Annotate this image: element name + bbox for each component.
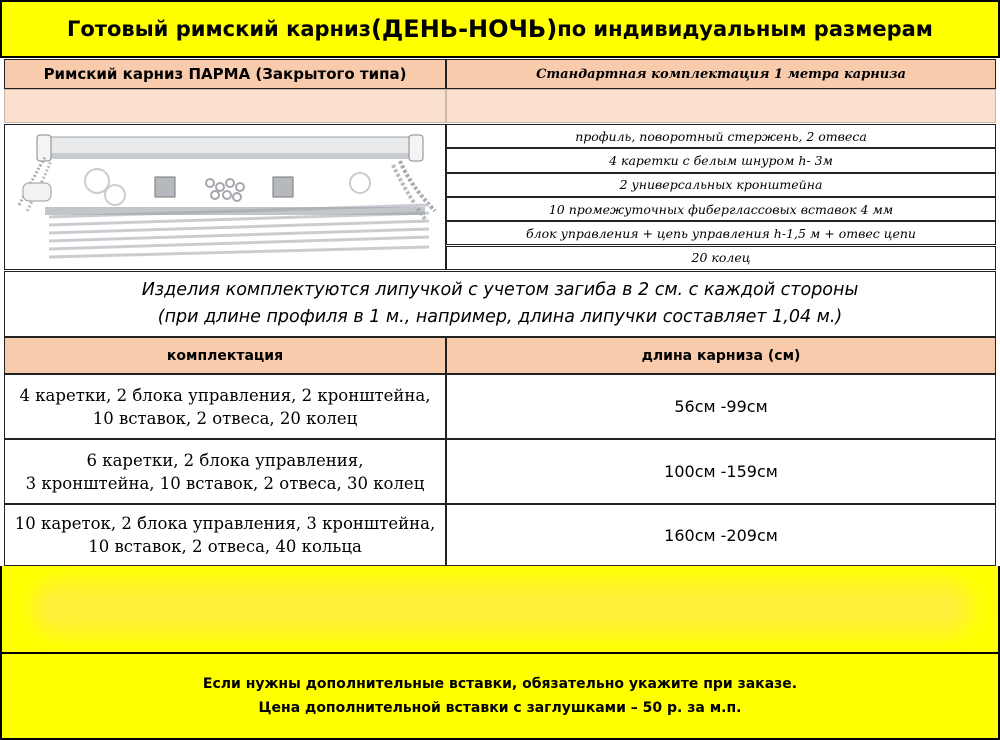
blurred-text-area (32, 582, 972, 634)
table-header-length: длина карниза (см) (446, 337, 996, 374)
page-title (0, 0, 1000, 58)
kit-line-1: 10 кареток, 2 блока управления, 3 кронштейна, (14, 514, 436, 533)
blurred-band (0, 566, 1000, 652)
blank-cell-right (446, 89, 996, 123)
table-header-kit: комплектация (4, 337, 446, 374)
spec-item: 4 каретки с белым шнуром h- 3м (446, 148, 996, 172)
kit-line-2: 10 вставок, 2 отвеса, 40 кольца (88, 537, 362, 556)
velcro-note (4, 271, 996, 337)
spec-item: профиль, поворотный стержень, 2 отвеса (446, 124, 996, 148)
table-row-kit (4, 504, 446, 566)
footer-notice (0, 652, 1000, 740)
product-name-header: Римский карниз ПАРМА (Закрытого типа) (4, 59, 446, 89)
spec-item: 20 колец (446, 246, 996, 270)
table-row-length: 100см -159см (446, 439, 996, 504)
standard-kit-header: Стандартная комплектация 1 метра карниза (446, 59, 996, 89)
table-row-length: 160см -209см (446, 504, 996, 566)
kit-line-2: 3 кронштейна, 10 вставок, 2 отвеса, 30 колец (25, 473, 425, 493)
title-part-3: по индивидуальным размерам (557, 17, 933, 41)
footer-line-2: Цена дополнительной вставки с заглушками – 50 р. за м.п. (258, 700, 742, 716)
cornice-kit-illustration (5, 125, 445, 269)
table-row-length: 56см -99см (446, 374, 996, 439)
product-photo (4, 124, 446, 270)
spec-item: блок управления + цепь управления h-1,5 м + отвес цепи (446, 221, 996, 245)
table-row-kit (4, 439, 446, 504)
kit-line-1: 4 каретки, 2 блока управления, 2 кронштейна, (19, 385, 431, 405)
title-part-2: (ДЕНЬ-НОЧЬ) (370, 15, 558, 43)
spec-item: 2 универсальных кронштейна (446, 173, 996, 197)
kit-line-1: 6 каретки, 2 блока управления, (86, 450, 364, 470)
kit-line-2: 10 вставок, 2 отвеса, 20 колец (92, 408, 358, 428)
title-part-1: Готовый римский карниз (67, 17, 371, 41)
footer-line-1: Если нужны дополнительные вставки, обязательно укажите при заказе. (202, 676, 798, 692)
table-row-kit (4, 374, 446, 439)
note-line-1: Изделия комплектуются липучкой с учетом загиба в 2 см. с каждой стороны (141, 280, 859, 300)
spec-item: 10 промежуточных фиберглассовых вставок 4 мм (446, 197, 996, 221)
blank-cell-left (4, 89, 446, 123)
note-line-2: (при длине профиля в 1 м., например, длина липучки составляет 1,04 м.) (157, 307, 843, 327)
